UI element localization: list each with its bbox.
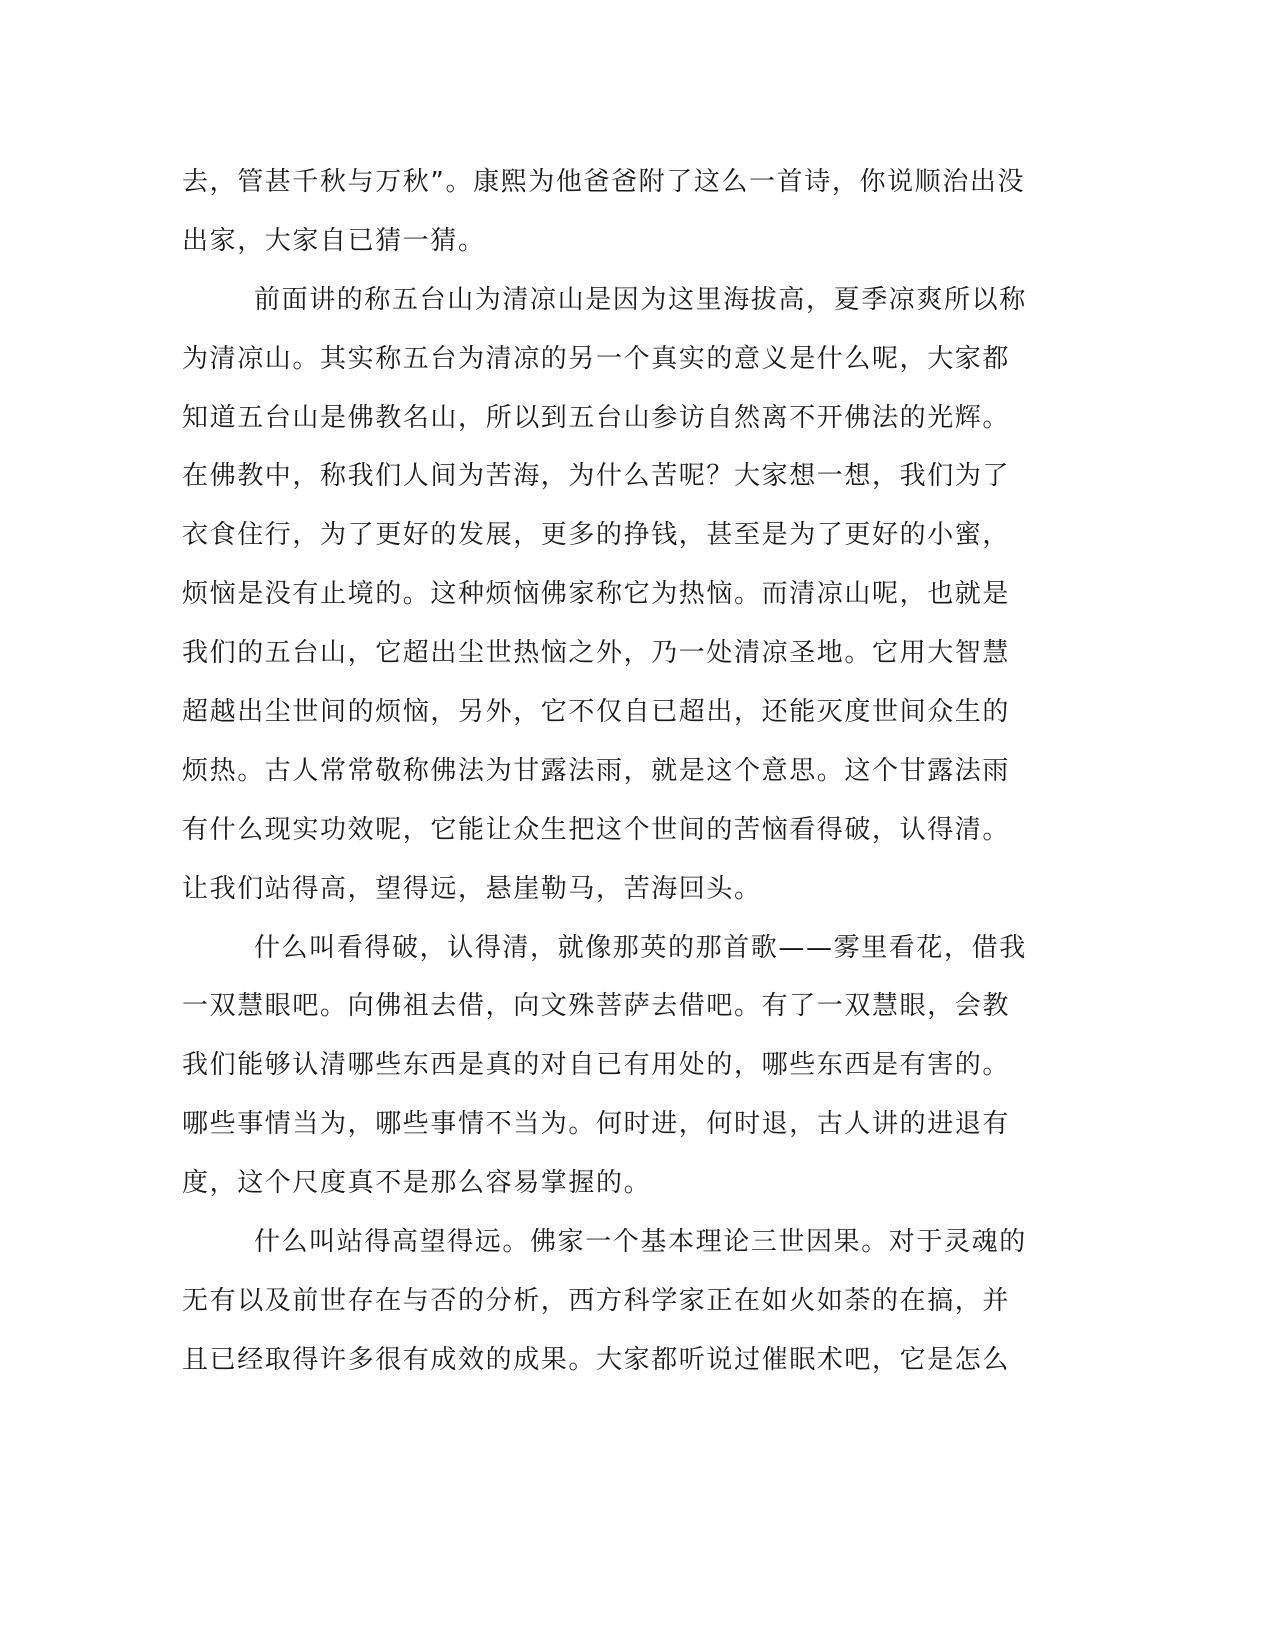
text-line: 烦热。古人常常敬称佛法为甘露法雨，就是这个意思。这个甘露法雨 (182, 755, 1011, 786)
text-line: 无有以及前世存在与否的分析，西方科学家正在如火如荼的在搞，并 (182, 1285, 1011, 1316)
text-line: 度，这个尺度真不是那么容易掌握的。 (182, 1168, 652, 1199)
body-text (182, 153, 1042, 1390)
paragraph-start-line: 什么叫站得高望得远。佛家一个基本理论三世因果。对于灵魂的 (254, 1227, 1027, 1258)
text-line: 哪些事情当为，哪些事情不当为。何时进，何时退，古人讲的进退有 (182, 1109, 1011, 1140)
paragraph-start-line: 前面讲的称五台山为清凉山是因为这里海拔高，夏季凉爽所以称 (254, 284, 1027, 315)
text-line: 知道五台山是佛教名山，所以到五台山参访自然离不开佛法的光辉。 (182, 402, 1011, 433)
text-line: 衣食住行，为了更好的发展，更多的挣钱，甚至是为了更好的小蜜， (182, 520, 1011, 551)
text-line: 且已经取得许多很有成效的成果。大家都听说过催眠术吧，它是怎么 (182, 1344, 1011, 1375)
text-line: 烦恼是没有止境的。这种烦恼佛家称它为热恼。而清凉山呢，也就是 (182, 579, 1011, 610)
text-line: 我们的五台山，它超出尘世热恼之外，乃一处清凉圣地。它用大智慧 (182, 638, 1011, 669)
text-line: 超越出尘世间的烦恼，另外，它不仅自已超出，还能灭度世间众生的 (182, 697, 1011, 728)
text-line: 一双慧眼吧。向佛祖去借，向文殊菩萨去借吧。有了一双慧眼，会教 (182, 991, 1011, 1022)
text-line: 在佛教中，称我们人间为苦海，为什么苦呢？大家想一想，我们为了 (182, 461, 1011, 492)
text-line: 我们能够认清哪些东西是真的对自已有用处的，哪些东西是有害的。 (182, 1050, 1011, 1081)
text-line: 出家，大家自已猜一猜。 (182, 225, 486, 256)
text-line: 有什么现实功效呢，它能让众生把这个世间的苦恼看得破，认得清。 (182, 814, 1011, 845)
text-line: 让我们站得高，望得远，悬崖勒马，苦海回头。 (182, 873, 762, 904)
text-line: 为清凉山。其实称五台为清凉的另一个真实的意义是什么呢，大家都 (182, 343, 1011, 374)
text-line: 去，管甚千秋与万秋”。康熙为他爸爸附了这么一首诗，你说顺治出没 (182, 167, 1026, 197)
paragraph-start-line: 什么叫看得破，认得清，就像那英的那首歌——雾里看花，借我 (254, 932, 1027, 963)
